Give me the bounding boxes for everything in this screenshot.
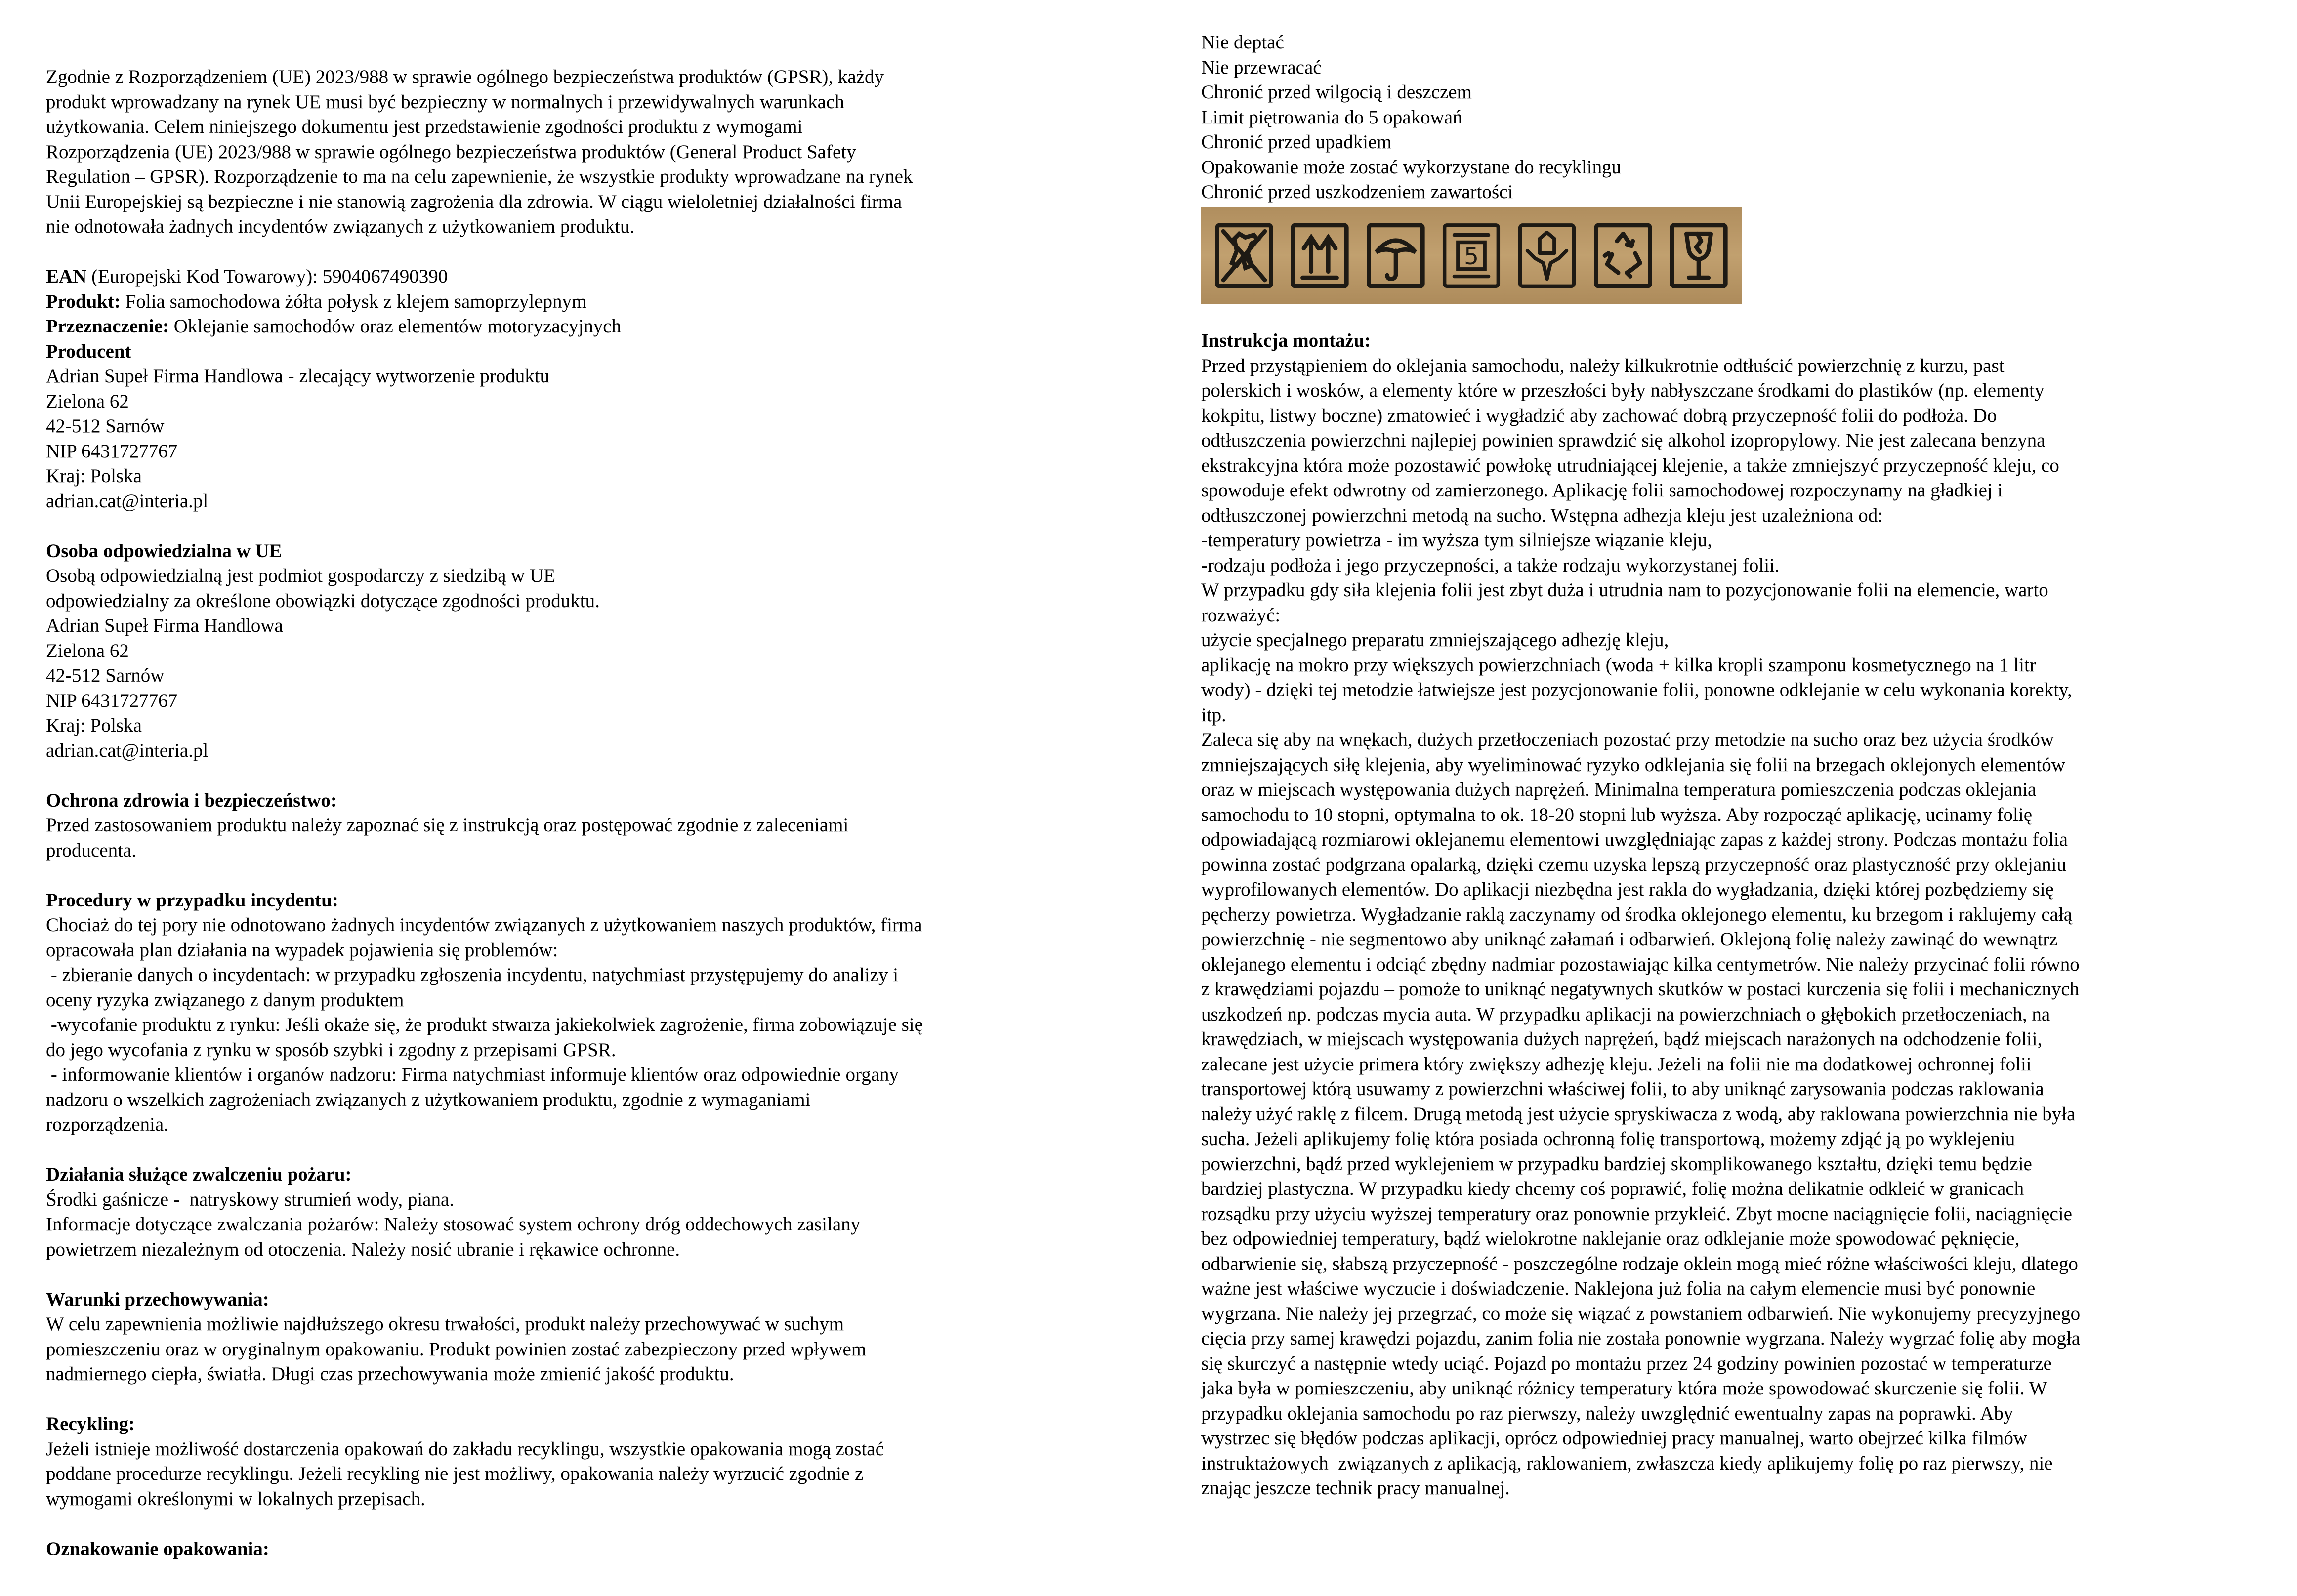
incident-text: Chociaż do tej pory nie odnotowano żadnych incydentów związanych z użytkowaniem naszych produktów, firma opracowała plan działania na wypadek pojawienia się problemów: - zbieranie danych o incydentach: w przypadku zgłoszenia incydentu, natychmiast przystępujemy do analizy i oceny ryzyka związanego z danym produktem -wycofanie produktu z rynku: Jeśli okaże się, że produkt stwarza jakiekolwiek zagrożenie, firma zobowiązuje się do jego wycofania z rynku w sposób szybki i zgodny z przepisami GPSR. - informowanie klientów i organów nadzoru: Firma natychmiast informuje klientów oraz odpowiednie organy nadzoru o wszelkich zagrożeniach związanych z użytkowaniem produktu, zgodnie z wymaganiami rozporządzenia.	[46, 914, 923, 1135]
stack-limit-number: 5	[1464, 243, 1479, 270]
storage-text: W celu zapewnienia możliwie najdłuższego okresu trwałości, produkt należy przechowywać w suchym pomieszczeniu oraz w oryginalnym opakowaniu. Produkt powinien zostać zabezpieczony przed wpływem nadmiernego ciepła, światła. Długi czas przechowywania może zmienić jakość produktu.	[46, 1313, 867, 1385]
right-column	[1201, 0, 2239, 1501]
ean-value: (Europejski Kod Towarowy): 5904067490390	[86, 266, 448, 287]
purpose-line	[46, 314, 1074, 339]
purpose-label: Przeznaczenie:	[46, 316, 169, 337]
recycle-icon	[1592, 220, 1654, 290]
purpose-value: Oklejanie samochodów oraz elementów motoryzacyjnych	[169, 316, 622, 337]
recycling-heading: Recykling:	[46, 1413, 135, 1434]
handle-with-care-icon	[1516, 220, 1578, 290]
fire-text: Środki gaśnicze - natryskowy strumień wody, piana. Informacje dotyczące zwalczania pożarów: Należy stosować system ochrony dróg oddechowych zasilany powietrzem niezależnym od otoczenia. Należy nosić ubranie i rękawice ochronne.	[46, 1188, 861, 1260]
stack-limit-5-icon	[1441, 220, 1502, 290]
ean-label: EAN	[46, 266, 87, 287]
instruction-heading: Instrukcja montażu:	[1201, 330, 1371, 351]
marking-heading: Oznakowanie opakowania:	[46, 1538, 269, 1559]
left-column	[46, 0, 1074, 1561]
incident-heading: Procedury w przypadku incydentu:	[46, 889, 338, 911]
product-line	[46, 289, 1074, 315]
keep-dry-umbrella-icon	[1365, 220, 1426, 290]
producer-heading: Producent	[46, 340, 131, 362]
ean-line	[46, 264, 1074, 289]
no-step-icon	[1213, 220, 1275, 290]
product-label: Produkt:	[46, 290, 121, 312]
product-value: Folia samochodowa żółta połysk z klejem samoprzylepnym	[120, 290, 587, 312]
producer-details: Adrian Supeł Firma Handlowa - zlecający wytworzenie produktu Zielona 62 42-512 Sarnów NIP 6431727767 Kraj: Polska adrian.cat@interia.pl	[46, 366, 550, 512]
this-side-up-icon	[1289, 220, 1350, 290]
eu-responsible-heading: Osoba odpowiedzialna w UE	[46, 540, 282, 562]
storage-heading: Warunki przechowywania:	[46, 1288, 269, 1310]
instruction-text: Przed przystąpieniem do oklejania samochodu, należy kilkukrotnie odtłuścić powierzchnię z kurzu, past polerskich i wosków, a elementy które w przeszłości były nabłyszczane środkami do plastików (np. elementy kokpitu, listwy boczne) zmatowieć i wygładzić aby zachować dobrą przyczepność folii do podłoża. Do odtłuszczenia powierzchni najlepiej powinien sprawdzić się alkohol izopropylowy. Nie jest zalecana benzyna ekstrakcyjna która może pozostawić powłokę utrudniającej klejenie, a także zmniejszyć przyczepność kleju, co spowoduje efekt odwrotny od zamierzonego. Aplikację folii samochodowej rozpoczynamy na gładkiej i odtłuszczonej powierzchni metodą na sucho. Wstępna adhezja kleju jest uzależniona od: -temperatury powietrza - im wyższa tym silniejsze wiązanie kleju, -rodzaju podłoża i jego przyczepności, a także rodzaju wykorzystanej folii. W przypadku gdy siła klejenia folii jest zbyt duża i utrudnia nam to pozycjonowanie folii na elemencie, warto rozważyć: użycie specjalnego preparatu zmniejszającego adhezję kleju, aplikację na mokro przy większych powierzchniach (woda + kilka kropli szamponu kosmetycznego na 1 litr wody) - dzięki tej metodzie łatwiejsze jest pozycjonowanie folii, ponowne odklejanie w celu wykonania korekty, itp. Zaleca się aby na wnękach, dużych przetłoczeniach pozostać przy metodzie na sucho oraz bez użycia środków zmniejszających siłę klejenia, aby wyeliminować ryzyko odklejania się folii na brzegach oklejonych elementów oraz w miejscach występowania dużych naprężeń. Minimalna temperatura pomieszczenia podczas oklejania samochodu to 10 stopni, optymalna to ok. 18-20 stopni lub wyższa. Aby rozpocząć aplikację, ucinamy folię odpowiadającą rozmiarowi oklejanemu elementowi uwzględniając zapas z każdej strony. Podczas montażu folia powinna zostać podgrzana opalarką, dzięki czemu uzyska lepszą przyczepność oraz plastyczność przy oklejaniu wyprofilowanych elementów. Do aplikacji niezbędna jest rakla do wygładzania, dzięki której pozbędziemy się pęcherzy powietrza. Wygładzanie raklą zaczynamy od środka oklejonego elementu, ku brzegom i raklujemy całą powierzchnię - nie segmentowo aby uniknąć załamań i odbarwień. Oklejoną folię należy zawinąć do wewnątrz oklejanego elementu i odciąć zbędny nadmiar pozostawiając kilka centymetrów. Nie należy przycinać folii równo z krawędziami pojazdu – pomoże to uniknąć negatywnych skutków w postaci kurczenia się folii i mechanicznych uszkodzeń np. podczas mycia auta. W przypadku aplikacji na powierzchniach o głębokich przetłoczeniach, na krawędziach, w miejscach występowania dużych naprężeń, bądź miejscach narażonych na odchodzenie folii, zalecane jest użycie primera który zwiększy adhezję kleju. Jeżeli na folii nie ma dodatkowej ochronnej folii transportowej którą usuwamy z powierzchni właściwej folii, to aby uniknąć zarysowania podczas raklowania należy użyć raklę z filcem. Drugą metodą jest użycie spryskiwacza z wodą, aby raklowana powierzchnia nie była sucha. Jeżeli aplikujemy folię która posiada ochronną folię transportową, możemy zdjąć ją po wyklejeniu powierzchni, bądź przed wyklejeniem w przypadku bardziej skomplikowanego kształtu, dzięki temu będzie bardziej plastyczna. W przypadku kiedy chcemy coś poprawić, folię można delikatnie odkleić w granicach rozsądku przy użyciu wyższej temperatury oraz ponownie przykleić. Zbyt mocne naciągnięcie folii, naciągnięcie bez odpowiedniej temperatury, bądź wielokrotne naklejanie oraz odklejanie może spowodować pęknięcie, odbarwienie się, słabszą przyczepność - poszczególne rodzaje oklein mogą mieć różne właściwości kleju, dlatego ważne jest właściwe wyczucie i doświadczenie. Naklejona już folia na całym elemencie musi być ponownie wygrzana. Nie należy jej przegrzać, co może się wiązać z powstaniem odbarwień. Nie wykonujemy precyzyjnego cięcia przy samej krawędzi pojazdu, zanim folia nie została ponownie wygrzana. Należy wygrzać folię aby mogła się skurczyć a następnie wtedy uciąć. Pojazd po montażu przez 24 godziny powinien pozostać w temperaturze jaka była w pomieszczeniu, aby uniknąć różnicy temperatury która może spowodować skurczenie się folii. W przypadku oklejania samochodu po raz pierwszy, należy uwzględnić ewentualny zapas na poprawki. Aby wystrzec się błędów podczas aplikacji, oprócz odpowiedniej pracy manualnej, warto obejrzeć kilka filmów instruktażowych związanych z aplikacją, raklowaniem, zwłaszcza kiedy aplikujemy folię po raz pierwszy, nie znając jeszcze technik pracy manualnej.	[1201, 355, 2081, 1499]
recycling-text: Jeżeli istnieje możliwość dostarczenia opakowań do zakładu recyklingu, wszystkie opakowania mogą zostać poddane procedurze recyklingu. Jeżeli recykling nie jest możliwy, opakowania należy wyrzucić zgodnie z wymogami określonymi w lokalnych przepisach.	[46, 1438, 884, 1510]
packaging-symbols-strip	[1201, 207, 1742, 304]
gpsr-intro: Zgodnie z Rozporządzeniem (UE) 2023/988 w sprawie ogólnego bezpieczeństwa produktów (GPSR), każdy produkt wprowadzany na rynek UE musi być bezpieczny w normalnych i przewidywalnych warunkach użytkowania. Celem niniejszego dokumentu jest przedstawienie zgodności produktu z wymogami Rozporządzenia (UE) 2023/988 w sprawie ogólnego bezpieczeństwa produktów (General Product Safety Regulation – GPSR). Rozporządzenie to ma na celu zapewnienie, że wszystkie produkty wprowadzane na rynek Unii Europejskiej są bezpieczne i nie stanowią zagrożenia dla zdrowia. W ciągu wieloletniej działalności firma nie odnotowała żadnych incydentów związanych z użytkowaniem produktu.	[46, 66, 913, 237]
eu-responsible-details: Osobą odpowiedzialną jest podmiot gospodarczy z siedzibą w UE odpowiedzialny za określone obowiązki dotyczące zgodności produktu. Adrian Supeł Firma Handlowa Zielona 62 42-512 Sarnów NIP 6431727767 Kraj: Polska adrian.cat@interia.pl	[46, 565, 600, 761]
health-text: Przed zastosowaniem produktu należy zapoznać się z instrukcją oraz postępować zgodnie z zaleceniami producenta.	[46, 815, 849, 861]
fire-heading: Działania służące zwalczeniu pożaru:	[46, 1164, 352, 1185]
marking-list: Nie deptać Nie przewracać Chronić przed wilgocią i deszczem Limit piętrowania do 5 opakowań Chronić przed upadkiem Opakowanie może zostać wykorzystane do recyklingu Chronić przed uszkodzeniem zawartości	[1201, 32, 1622, 203]
health-heading: Ochrona zdrowia i bezpieczeństwo:	[46, 789, 337, 811]
fragile-glass-icon	[1668, 220, 1729, 290]
